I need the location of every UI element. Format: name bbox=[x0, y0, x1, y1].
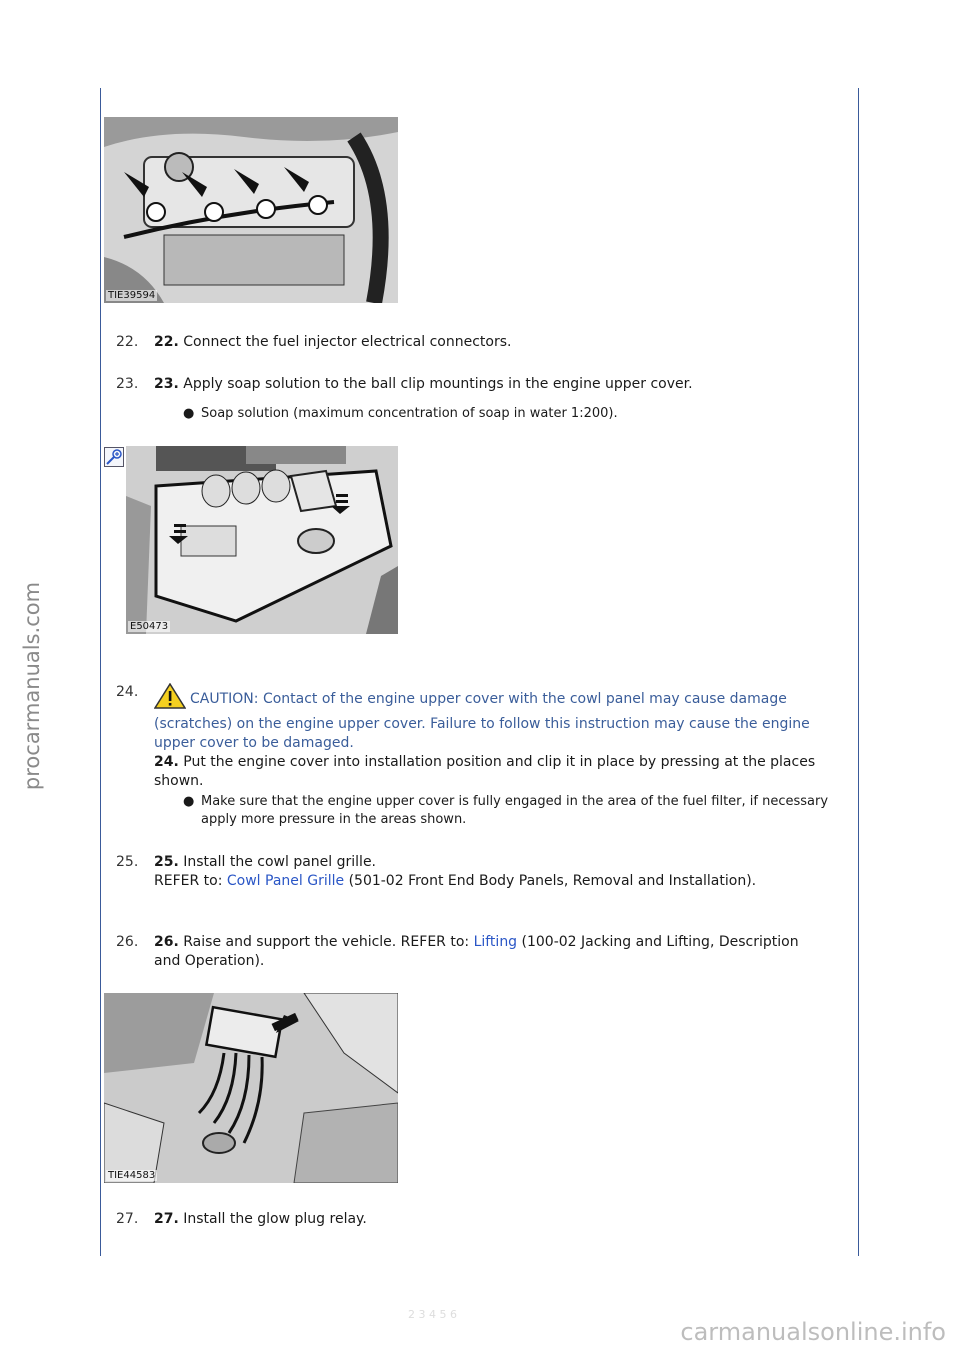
warning-icon bbox=[154, 683, 186, 715]
step-bold-number: 27. bbox=[154, 1211, 179, 1227]
step-text: Apply soap solution to the ball clip mountings in the engine upper cover. bbox=[178, 376, 693, 392]
step-bold-number: 24. bbox=[154, 754, 179, 770]
figure-id: TIE44583 bbox=[108, 1170, 156, 1181]
zoom-icon[interactable] bbox=[104, 447, 124, 467]
right-margin-rule bbox=[858, 88, 859, 1256]
step-text: Connect the fuel injector electrical connectors. bbox=[178, 334, 512, 350]
cowl-panel-grille-link[interactable]: Cowl Panel Grille bbox=[226, 873, 345, 889]
left-margin-rule bbox=[100, 88, 101, 1256]
figure-id: TIE39594 bbox=[108, 290, 156, 301]
page-number: 2 3 4 5 6 bbox=[408, 1308, 457, 1321]
step-text: Put the engine cover into installation position and clip it in place by pressing at the places shown. bbox=[154, 754, 816, 789]
bullet-text: Make sure that the engine upper cover is fully engaged in the area of the fuel filter, if necessary apply more pressure in the areas shown. bbox=[201, 794, 829, 827]
step-number: 27. bbox=[116, 1211, 139, 1227]
lifting-link[interactable]: Lifting bbox=[473, 934, 518, 950]
figure-glow-plug-relay bbox=[104, 993, 398, 1183]
step-number: 24. bbox=[116, 684, 139, 700]
refer-detail: (100-02 Jacking and Lifting, Description and Operation). bbox=[154, 934, 799, 969]
step-text: Install the glow plug relay. bbox=[178, 1211, 367, 1227]
bullet-dot: ● bbox=[183, 406, 195, 421]
bottom-watermark: carmanualsonline.info bbox=[680, 1318, 946, 1346]
figure-engine-cover bbox=[126, 446, 398, 634]
side-watermark: procarmanuals.com bbox=[20, 581, 44, 791]
step-bold-number: 26. bbox=[154, 934, 179, 950]
step-number: 22. bbox=[116, 334, 139, 350]
bullet-dot: ● bbox=[183, 794, 195, 809]
step-text: Install the cowl panel grille. bbox=[178, 854, 377, 870]
figure-injector-connectors bbox=[104, 117, 398, 303]
refer-label: REFER to: bbox=[154, 873, 227, 889]
step-number: 23. bbox=[116, 376, 139, 392]
refer-detail: (501-02 Front End Body Panels, Removal and Installation). bbox=[344, 873, 757, 889]
step-bold-number: 23. bbox=[154, 376, 179, 392]
step-number: 26. bbox=[116, 934, 139, 950]
bullet-text: Soap solution (maximum concentration of soap in water 1:200). bbox=[201, 406, 618, 421]
step-bold-number: 25. bbox=[154, 854, 179, 870]
step-text: Raise and support the vehicle. REFER to: bbox=[178, 934, 474, 950]
step-number: 25. bbox=[116, 854, 139, 870]
caution-text: CAUTION: Contact of the engine upper cover with the cowl panel may cause damage (scratches) on the engine upper cover. Failure to follow this instruction may cause the engine upper cover to be damaged. bbox=[154, 691, 810, 751]
step-bold-number: 22. bbox=[154, 334, 179, 350]
figure-id: E50473 bbox=[130, 621, 169, 632]
